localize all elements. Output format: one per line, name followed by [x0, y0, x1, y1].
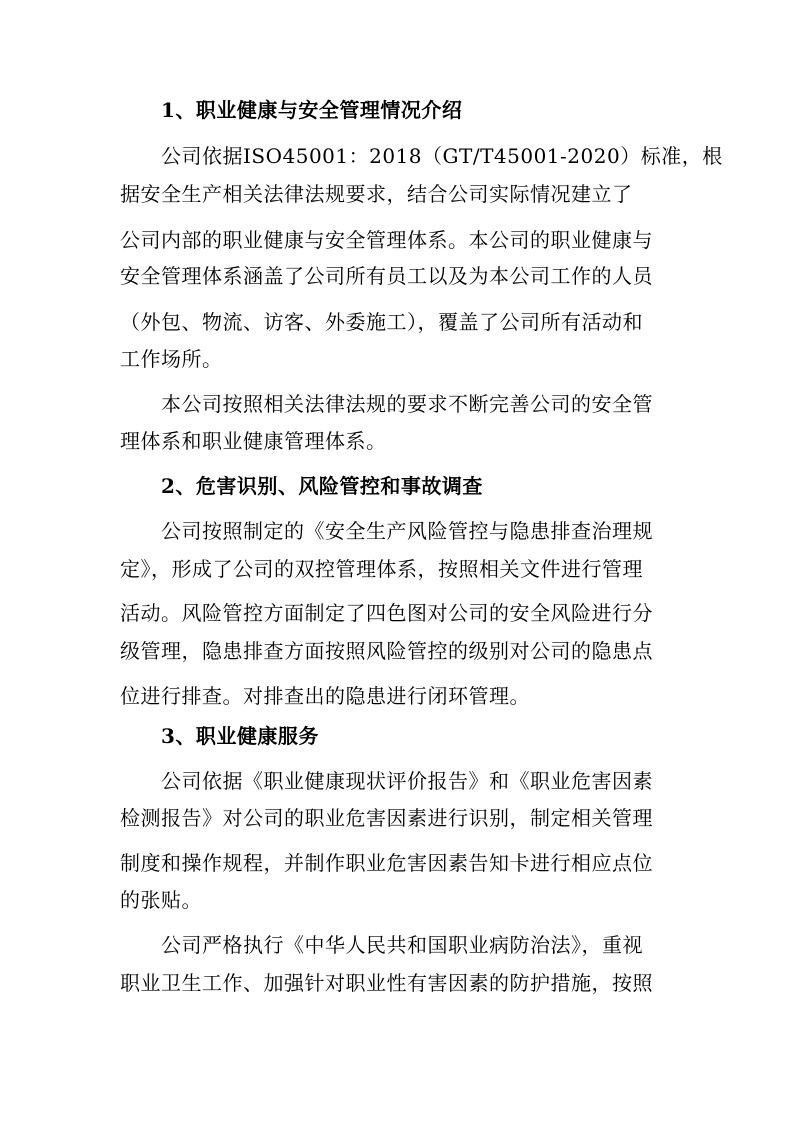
paragraph-1-line-4: 安全管理体系涵盖了公司所有员工以及为本公司工作的人员	[120, 264, 653, 288]
paragraph-1-line-5: （外包、物流、访客、外委施工），覆盖了公司所有活动和	[120, 310, 643, 334]
paragraph-1-line-3: 公司内部的职业健康与安全管理体系。本公司的职业健康与	[120, 228, 653, 252]
section-heading-3: 3、职业健康服务	[161, 724, 319, 748]
paragraph-4-line-2: 检测报告》对公司的职业危害因素进行识别，制定相关管理	[120, 806, 653, 830]
paragraph-1-line-1: 公司依据ISO45001：2018（GT/T45001-2020）标准，根	[161, 144, 723, 168]
paragraph-4-line-3: 制度和操作规程，并制作职业危害因素告知卡进行相应点位	[120, 851, 653, 875]
paragraph-3-line-5: 位进行排查。对排查出的隐患进行闭环管理。	[120, 684, 530, 708]
paragraph-3-line-2: 定》，形成了公司的双控管理体系，按照相关文件进行管理	[120, 557, 643, 581]
section-heading-1: 1、职业健康与安全管理情况介绍	[161, 98, 463, 122]
paragraph-3-line-1: 公司按照制定的《安全生产风险管控与隐患排查治理规	[161, 519, 653, 543]
paragraph-2-line-2: 理体系和职业健康管理体系。	[120, 429, 387, 453]
paragraph-1-line-2: 据安全生产相关法律法规要求，结合公司实际情况建立了	[120, 182, 633, 206]
paragraph-2-line-1: 本公司按照相关法律法规的要求不断完善公司的安全管	[161, 392, 653, 416]
paragraph-4-line-1: 公司依据《职业健康现状评价报告》和《职业危害因素	[161, 769, 653, 793]
section-heading-2: 2、危害识别、风险管控和事故调查	[161, 474, 483, 498]
paragraph-1-line-6: 工作场所。	[120, 347, 223, 371]
paragraph-5-line-2: 职业卫生工作、加强针对职业性有害因素的防护措施，按照	[120, 971, 653, 995]
paragraph-5-line-1: 公司严格执行《中华人民共和国职业病防治法》，重视	[161, 933, 643, 957]
paragraph-4-line-4: 的张贴。	[120, 888, 202, 912]
paragraph-3-line-3: 活动。风险管控方面制定了四色图对公司的安全风险进行分	[120, 601, 653, 625]
paragraph-3-line-4: 级管理，隐患排查方面按照风险管控的级别对公司的隐患点	[120, 639, 653, 663]
